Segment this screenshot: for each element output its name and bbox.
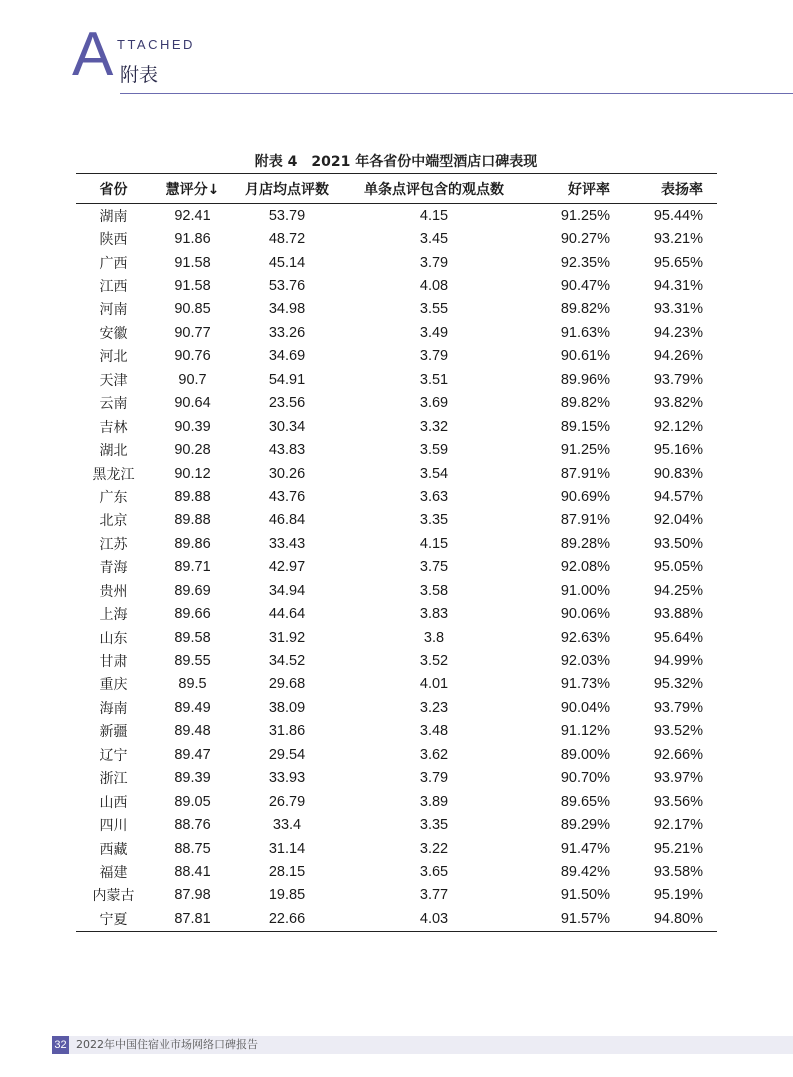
cell-score: 91.86 bbox=[174, 231, 211, 248]
cell-score: 89.05 bbox=[174, 793, 211, 810]
cell-monthly-reviews: 33.93 bbox=[268, 770, 306, 787]
cell-praise-rate: 94.31% bbox=[653, 278, 703, 295]
footer-report-title: 2022年中国住宿业市场网络口碑报告 bbox=[76, 1038, 258, 1051]
cell-positive-rate: 90.06% bbox=[560, 606, 610, 623]
cell-positive-rate: 91.50% bbox=[560, 887, 610, 904]
cell-score: 88.76 bbox=[174, 817, 211, 834]
cell-positive-rate: 91.63% bbox=[560, 324, 610, 341]
cell-province: 云南 bbox=[99, 396, 128, 413]
cell-monthly-reviews: 46.84 bbox=[268, 512, 306, 529]
cell-praise-rate: 94.23% bbox=[653, 324, 703, 341]
cell-opinions-per-review: 3.65 bbox=[419, 863, 449, 880]
cell-province: 广东 bbox=[99, 489, 128, 506]
attached-logo-letter: A bbox=[72, 20, 114, 89]
cell-province: 江西 bbox=[99, 279, 128, 296]
cell-score: 87.98 bbox=[174, 887, 211, 904]
cell-opinions-per-review: 3.79 bbox=[419, 348, 449, 365]
cell-monthly-reviews: 30.34 bbox=[268, 418, 306, 435]
cell-positive-rate: 90.61% bbox=[560, 348, 610, 365]
column-header-score[interactable]: 慧评分↓ bbox=[151, 174, 234, 204]
cell-opinions-per-review: 3.55 bbox=[419, 301, 449, 318]
cell-monthly-reviews: 33.43 bbox=[268, 535, 306, 552]
table-row bbox=[76, 509, 717, 532]
table-row bbox=[76, 438, 717, 461]
cell-score: 92.41 bbox=[174, 207, 211, 224]
cell-opinions-per-review: 3.35 bbox=[419, 512, 449, 529]
cell-score: 89.55 bbox=[174, 653, 211, 670]
table-row bbox=[76, 626, 717, 649]
cell-praise-rate: 95.65% bbox=[653, 254, 703, 271]
cell-positive-rate: 90.70% bbox=[560, 770, 610, 787]
cell-opinions-per-review: 3.54 bbox=[419, 465, 449, 482]
cell-monthly-reviews: 33.4 bbox=[272, 817, 302, 834]
cell-score: 90.76 bbox=[174, 348, 211, 365]
cell-province: 河南 bbox=[99, 302, 128, 319]
cell-praise-rate: 92.04% bbox=[653, 512, 703, 529]
cell-score: 89.49 bbox=[174, 699, 211, 716]
cell-positive-rate: 89.29% bbox=[560, 817, 610, 834]
cell-monthly-reviews: 26.79 bbox=[268, 793, 306, 810]
cell-province: 吉林 bbox=[99, 419, 128, 436]
cell-monthly-reviews: 30.26 bbox=[268, 465, 306, 482]
cell-opinions-per-review: 4.08 bbox=[419, 278, 449, 295]
cell-score: 88.75 bbox=[174, 840, 211, 857]
cell-positive-rate: 90.04% bbox=[560, 699, 610, 716]
table-body bbox=[76, 204, 717, 932]
cell-score: 88.41 bbox=[174, 863, 211, 880]
cell-monthly-reviews: 34.69 bbox=[268, 348, 306, 365]
column-header-monthly-reviews: 月店均点评数 bbox=[234, 174, 340, 204]
table-row bbox=[76, 720, 717, 743]
cell-positive-rate: 87.91% bbox=[560, 512, 610, 529]
header-divider bbox=[120, 93, 793, 94]
cell-praise-rate: 93.88% bbox=[653, 606, 703, 623]
cell-monthly-reviews: 31.14 bbox=[268, 840, 306, 857]
cell-score: 89.71 bbox=[174, 559, 211, 576]
cell-monthly-reviews: 28.15 bbox=[268, 863, 306, 880]
table-row bbox=[76, 907, 717, 931]
cell-praise-rate: 93.21% bbox=[653, 231, 703, 248]
cell-opinions-per-review: 3.35 bbox=[419, 817, 449, 834]
cell-opinions-per-review: 4.15 bbox=[419, 207, 449, 224]
cell-praise-rate: 94.80% bbox=[624, 907, 717, 931]
cell-score: 89.69 bbox=[174, 582, 211, 599]
cell-opinions-per-review: 3.58 bbox=[419, 582, 449, 599]
cell-opinions-per-review: 3.89 bbox=[419, 793, 449, 810]
cell-opinions-per-review: 3.75 bbox=[419, 559, 449, 576]
column-header-opinions-per-review: 单条点评包含的观点数 bbox=[340, 174, 528, 204]
cell-praise-rate: 93.58% bbox=[653, 863, 703, 880]
cell-opinions-per-review: 3.8 bbox=[423, 629, 445, 646]
cell-praise-rate: 92.66% bbox=[653, 746, 703, 763]
table-row bbox=[76, 415, 717, 438]
cell-positive-rate: 91.25% bbox=[560, 207, 610, 224]
cell-positive-rate: 89.96% bbox=[560, 371, 610, 388]
cell-positive-rate: 90.69% bbox=[560, 488, 610, 505]
table-row bbox=[76, 696, 717, 719]
cell-positive-rate: 89.28% bbox=[560, 535, 610, 552]
table-row bbox=[76, 884, 717, 907]
cell-praise-rate: 93.52% bbox=[653, 723, 703, 740]
cell-province: 重庆 bbox=[99, 677, 128, 694]
cell-praise-rate: 95.16% bbox=[653, 442, 703, 459]
cell-monthly-reviews: 29.54 bbox=[268, 746, 306, 763]
cell-province: 湖南 bbox=[99, 208, 128, 225]
cell-province: 新疆 bbox=[99, 724, 128, 741]
cell-positive-rate: 92.63% bbox=[560, 629, 610, 646]
cell-praise-rate: 92.17% bbox=[653, 817, 703, 834]
cell-praise-rate: 95.44% bbox=[653, 207, 703, 224]
cell-opinions-per-review: 3.77 bbox=[419, 887, 449, 904]
cell-province: 西藏 bbox=[99, 841, 128, 858]
column-header-positive-rate: 好评率 bbox=[528, 174, 624, 204]
cell-praise-rate: 94.25% bbox=[653, 582, 703, 599]
cell-monthly-reviews: 19.85 bbox=[268, 887, 306, 904]
cell-province: 四川 bbox=[99, 818, 128, 835]
cell-praise-rate: 95.64% bbox=[653, 629, 703, 646]
cell-positive-rate: 91.57% bbox=[528, 907, 624, 931]
hotel-reputation-table bbox=[76, 173, 717, 932]
cell-opinions-per-review: 3.79 bbox=[419, 770, 449, 787]
cell-score: 89.39 bbox=[174, 770, 211, 787]
cell-monthly-reviews: 31.92 bbox=[268, 629, 306, 646]
cell-opinions-per-review: 3.48 bbox=[419, 723, 449, 740]
table-row bbox=[76, 298, 717, 321]
cell-opinions-per-review: 3.59 bbox=[419, 442, 449, 459]
cell-province: 山东 bbox=[99, 630, 128, 647]
cell-province: 福建 bbox=[99, 864, 128, 881]
cell-praise-rate: 94.99% bbox=[653, 653, 703, 670]
cell-praise-rate: 95.21% bbox=[653, 840, 703, 857]
cell-opinions-per-review: 3.52 bbox=[419, 653, 449, 670]
cell-praise-rate: 93.82% bbox=[653, 395, 703, 412]
cell-score: 90.28 bbox=[174, 442, 211, 459]
cell-praise-rate: 95.05% bbox=[653, 559, 703, 576]
cell-province: 广西 bbox=[99, 255, 128, 272]
cell-monthly-reviews: 42.97 bbox=[268, 559, 306, 576]
cell-positive-rate: 91.73% bbox=[560, 676, 610, 693]
cell-opinions-per-review: 3.62 bbox=[419, 746, 449, 763]
cell-monthly-reviews: 43.83 bbox=[268, 442, 306, 459]
cell-monthly-reviews: 38.09 bbox=[268, 699, 306, 716]
cell-province: 内蒙古 bbox=[92, 888, 135, 905]
table-row bbox=[76, 345, 717, 368]
cell-province: 北京 bbox=[99, 513, 128, 530]
cell-monthly-reviews: 53.79 bbox=[268, 207, 306, 224]
cell-monthly-reviews: 44.64 bbox=[268, 606, 306, 623]
cell-score: 89.66 bbox=[174, 606, 211, 623]
table-row bbox=[76, 602, 717, 625]
cell-positive-rate: 87.91% bbox=[560, 465, 610, 482]
cell-positive-rate: 92.03% bbox=[560, 653, 610, 670]
cell-praise-rate: 92.12% bbox=[653, 418, 703, 435]
cell-positive-rate: 91.00% bbox=[560, 582, 610, 599]
cell-province: 甘肃 bbox=[99, 654, 128, 671]
table-row bbox=[76, 837, 717, 860]
cell-positive-rate: 90.27% bbox=[560, 231, 610, 248]
table-row bbox=[76, 790, 717, 813]
cell-province: 辽宁 bbox=[99, 747, 128, 764]
cell-province: 宁夏 bbox=[76, 907, 151, 931]
cell-score: 90.77 bbox=[174, 324, 211, 341]
table-row bbox=[76, 462, 717, 485]
cell-monthly-reviews: 34.98 bbox=[268, 301, 306, 318]
cell-monthly-reviews: 33.26 bbox=[268, 324, 306, 341]
column-header-province: 省份 bbox=[76, 174, 151, 204]
cell-monthly-reviews: 29.68 bbox=[268, 676, 306, 693]
cell-province: 山西 bbox=[99, 794, 128, 811]
table-row bbox=[76, 368, 717, 391]
cell-monthly-reviews: 23.56 bbox=[268, 395, 306, 412]
cell-opinions-per-review: 3.83 bbox=[419, 606, 449, 623]
cell-score: 87.81 bbox=[151, 907, 234, 931]
table-caption: 附表 4 2021 年各省份中端型酒店口碑表现 bbox=[254, 154, 538, 170]
cell-opinions-per-review: 3.79 bbox=[419, 254, 449, 271]
cell-opinions-per-review: 3.49 bbox=[419, 324, 449, 341]
table-row bbox=[76, 485, 717, 508]
cell-score: 89.58 bbox=[174, 629, 211, 646]
cell-score: 91.58 bbox=[174, 278, 211, 295]
table-row bbox=[76, 813, 717, 836]
cell-monthly-reviews: 48.72 bbox=[268, 231, 306, 248]
cell-score: 90.7 bbox=[178, 371, 207, 388]
cell-positive-rate: 92.08% bbox=[560, 559, 610, 576]
cell-province: 上海 bbox=[99, 607, 128, 624]
cell-praise-rate: 94.26% bbox=[653, 348, 703, 365]
cell-monthly-reviews: 45.14 bbox=[268, 254, 306, 271]
column-header-praise-rate: 表扬率 bbox=[624, 174, 717, 204]
cell-praise-rate: 93.97% bbox=[653, 770, 703, 787]
cell-province: 贵州 bbox=[99, 583, 128, 600]
cell-praise-rate: 93.31% bbox=[653, 301, 703, 318]
table-row bbox=[76, 673, 717, 696]
cell-opinions-per-review: 3.69 bbox=[419, 395, 449, 412]
table-row bbox=[76, 532, 717, 555]
table-row bbox=[76, 274, 717, 297]
cell-monthly-reviews: 31.86 bbox=[268, 723, 306, 740]
section-title: 附表 bbox=[120, 64, 159, 86]
cell-province: 黑龙江 bbox=[92, 466, 135, 483]
cell-praise-rate: 93.50% bbox=[653, 535, 703, 552]
cell-score: 89.88 bbox=[174, 512, 211, 529]
cell-positive-rate: 92.35% bbox=[560, 254, 610, 271]
cell-praise-rate: 90.83% bbox=[653, 465, 703, 482]
table-row bbox=[76, 767, 717, 790]
table-row bbox=[76, 649, 717, 672]
cell-score: 89.88 bbox=[174, 488, 211, 505]
cell-positive-rate: 89.82% bbox=[560, 395, 610, 412]
cell-opinions-per-review: 4.01 bbox=[419, 676, 449, 693]
table-row bbox=[76, 204, 717, 228]
cell-praise-rate: 93.79% bbox=[653, 371, 703, 388]
cell-opinions-per-review: 3.45 bbox=[419, 231, 449, 248]
cell-opinions-per-review: 3.51 bbox=[419, 371, 449, 388]
cell-province: 青海 bbox=[99, 560, 128, 577]
table-row bbox=[76, 860, 717, 883]
cell-province: 湖北 bbox=[99, 443, 128, 460]
cell-province: 浙江 bbox=[99, 771, 128, 788]
cell-positive-rate: 89.15% bbox=[560, 418, 610, 435]
cell-score: 91.58 bbox=[174, 254, 211, 271]
cell-praise-rate: 93.56% bbox=[653, 793, 703, 810]
table-row bbox=[76, 321, 717, 344]
cell-praise-rate: 95.19% bbox=[653, 887, 703, 904]
cell-praise-rate: 93.79% bbox=[653, 699, 703, 716]
cell-province: 河北 bbox=[99, 349, 128, 366]
cell-opinions-per-review: 4.03 bbox=[340, 907, 528, 931]
cell-score: 90.12 bbox=[174, 465, 211, 482]
table-header-row bbox=[76, 174, 717, 204]
cell-opinions-per-review: 3.22 bbox=[419, 840, 449, 857]
cell-score: 90.39 bbox=[174, 418, 211, 435]
cell-province: 陕西 bbox=[99, 232, 128, 249]
cell-province: 海南 bbox=[99, 700, 128, 717]
cell-positive-rate: 91.47% bbox=[560, 840, 610, 857]
table-row bbox=[76, 743, 717, 766]
cell-province: 安徽 bbox=[99, 325, 128, 342]
cell-monthly-reviews: 22.66 bbox=[234, 907, 340, 931]
page-number: 32 bbox=[52, 1036, 69, 1054]
attached-label: TTACHED bbox=[117, 37, 195, 52]
cell-praise-rate: 95.32% bbox=[653, 676, 703, 693]
cell-opinions-per-review: 3.63 bbox=[419, 488, 449, 505]
cell-positive-rate: 89.00% bbox=[560, 746, 610, 763]
cell-positive-rate: 91.25% bbox=[560, 442, 610, 459]
cell-score: 89.86 bbox=[174, 535, 211, 552]
cell-opinions-per-review: 4.15 bbox=[419, 535, 449, 552]
cell-opinions-per-review: 3.23 bbox=[419, 699, 449, 716]
cell-positive-rate: 91.12% bbox=[560, 723, 610, 740]
table-row bbox=[76, 579, 717, 602]
cell-score: 89.48 bbox=[174, 723, 211, 740]
cell-province: 天津 bbox=[99, 372, 128, 389]
table-row bbox=[76, 556, 717, 579]
cell-monthly-reviews: 53.76 bbox=[268, 278, 306, 295]
cell-score: 90.85 bbox=[174, 301, 211, 318]
cell-monthly-reviews: 43.76 bbox=[268, 488, 306, 505]
cell-score: 90.64 bbox=[174, 395, 211, 412]
cell-monthly-reviews: 54.91 bbox=[268, 371, 306, 388]
cell-positive-rate: 90.47% bbox=[560, 278, 610, 295]
cell-opinions-per-review: 3.32 bbox=[419, 418, 449, 435]
cell-positive-rate: 89.42% bbox=[560, 863, 610, 880]
cell-score: 89.5 bbox=[178, 676, 207, 693]
table-row bbox=[76, 251, 717, 274]
cell-monthly-reviews: 34.52 bbox=[268, 653, 306, 670]
cell-monthly-reviews: 34.94 bbox=[268, 582, 306, 599]
cell-province: 江苏 bbox=[99, 536, 128, 553]
cell-praise-rate: 94.57% bbox=[653, 488, 703, 505]
cell-positive-rate: 89.82% bbox=[560, 301, 610, 318]
table-row bbox=[76, 227, 717, 250]
cell-score: 89.47 bbox=[174, 746, 211, 763]
table-row bbox=[76, 392, 717, 415]
cell-positive-rate: 89.65% bbox=[560, 793, 610, 810]
